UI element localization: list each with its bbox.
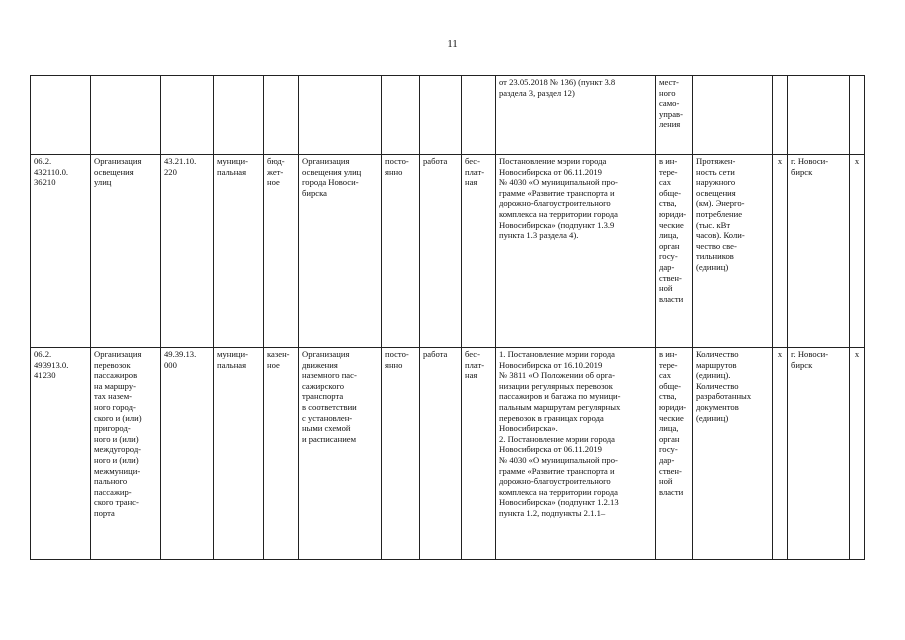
cell-institution-type: казен- ное [264,348,299,560]
cell-indicator: Протяжен- ность сети наружного освещения (км). Энерго- потребление (тыс. кВт часов). Коли- чество све- тильников (единиц) [693,155,773,348]
cell-col13 [773,76,788,155]
cell-col15 [850,76,865,155]
cell-col13: x [773,348,788,560]
cell-kind [420,76,462,155]
cell-legal-basis: от 23.05.2018 № 136) (пункт 3.8 раздела 3, раздел 12) [496,76,656,155]
cell-okved: 49.39.13. 000 [161,348,214,560]
cell-col15: x [850,155,865,348]
page-number: 11 [447,38,458,50]
cell-content [299,76,382,155]
cell-service-name: Организация перевозок пассажиров на маршру- тах назем- ного город- ского и (или) пригород- ного и (или) междугород- ного и (или) межмуници- пального пассажир- ского транс- порта [91,348,161,560]
cell-territory: г. Новоси- бирск [788,155,850,348]
cell-kind: работа [420,348,462,560]
cell-territory [788,76,850,155]
cell-col13: x [773,155,788,348]
cell-service-name [91,76,161,155]
table-row [31,155,865,348]
cell-indicator [693,76,773,155]
cell-consumers: в ин- тере- сах обще- ства, юриди- ческие лица, орган госу- дар- ствен- ной власти [656,348,693,560]
cell-legal-basis: Постановление мэрии города Новосибирска от 06.11.2019 № 4030 «О муниципальной про- грамме «Развитие транспорта и дорожно-благоустроительного комплекса на территории города Новосибирска» (подпункт 1.3.9 пункта 1.3 раздела 4). [496,155,656,348]
cell-level: муници- пальная [214,155,264,348]
table-row [31,348,865,560]
cell-kind: работа [420,155,462,348]
services-registry-table [30,75,865,560]
cell-content: Организация движения наземного пас- сажирского транспорта в соответствии с установлен- ными схемой и расписанием [299,348,382,560]
table-row [31,76,865,155]
cell-institution-type [264,76,299,155]
cell-okved: 43.21.10. 220 [161,155,214,348]
cell-payment [462,76,496,155]
cell-payment: бес- плат- ная [462,155,496,348]
cell-code [31,76,91,155]
cell-consumers: в ин- тере- сах обще- ства, юриди- ческие лица, орган госу- дар- ствен- ной власти [656,155,693,348]
cell-content: Организация освещения улиц города Новоси- бирска [299,155,382,348]
cell-regularity: посто- янно [382,155,420,348]
cell-territory: г. Новоси- бирск [788,348,850,560]
cell-regularity [382,76,420,155]
cell-level: муници- пальная [214,348,264,560]
cell-indicator: Количество маршрутов (единиц). Количество разработанных документов (единиц) [693,348,773,560]
cell-col15: x [850,348,865,560]
cell-level [214,76,264,155]
cell-consumers: мест- ного само- управ- ления [656,76,693,155]
cell-regularity: посто- янно [382,348,420,560]
cell-payment: бес- плат- ная [462,348,496,560]
cell-okved [161,76,214,155]
cell-service-name: Организация освещения улиц [91,155,161,348]
cell-legal-basis: 1. Постановление мэрии города Новосибирска от 16.10.2019 № 3811 «О Положении об орга- низации регулярных перевозок пассажиров и багажа по муници- пальным маршрутам регулярных перевозок в границах города Новосибирска». 2. Постановление мэрии города Новосибирска от 06.11.2019 № 4030 «О муниципальной про- грамме «Развитие транспорта и дорожно-благоустроительного комплекса на территории города Новосибирска» (подпункт 1.2.13 пункта 1.2, подпункты 2.1.1– [496,348,656,560]
cell-institution-type: бюд- жет- ное [264,155,299,348]
cell-code: 06.2. 432110.0. 36210 [31,155,91,348]
cell-code: 06.2. 493913.0. 41230 [31,348,91,560]
